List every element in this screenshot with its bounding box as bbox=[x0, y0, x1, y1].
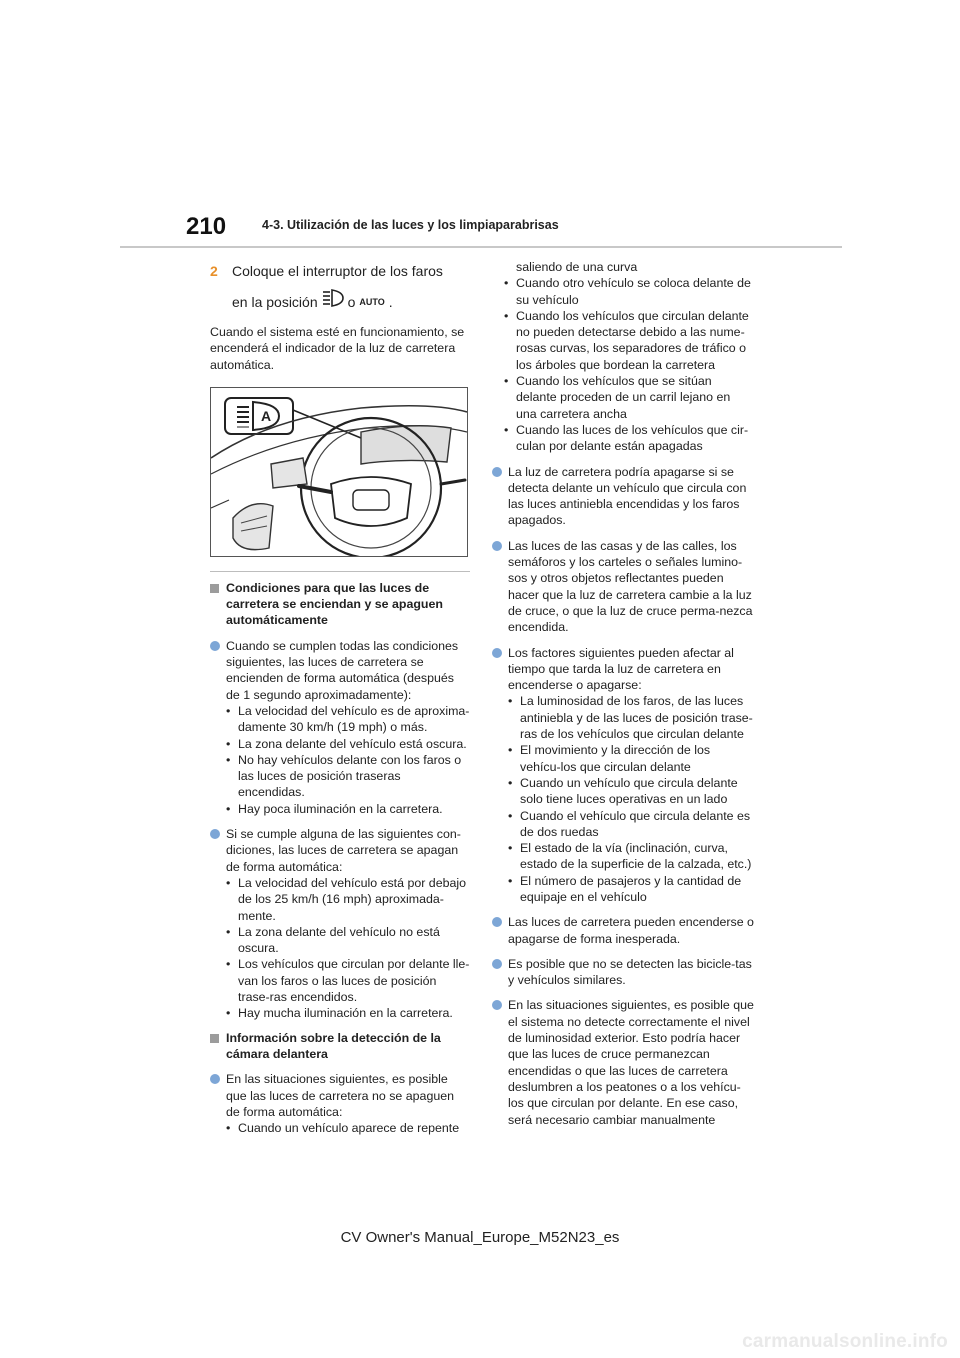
bullet-item: • El movimiento y la dirección de los vehícu-los que circulan delante bbox=[508, 743, 711, 774]
bullet-item: • Cuando un vehículo aparece de repente bbox=[226, 1121, 460, 1136]
bullet-item: • Cuando los vehículos que circulan delante no pueden detectarse debido a las nume-rosas curvas, los separadores de tráfico o los árboles que bordean la carretera bbox=[504, 308, 749, 372]
condition-item: Los factores siguientes pueden afectar al tiempo que tarda la luz de carretera en encenderse o apagarse: • La luminosidad de los faros, de las luces antiniebla y de las luces de posición trase-ras de los vehículos que circulan delante • El movimiento y la dirección de los vehícu-los que circulan delante • Cuando un vehículo que circula delante solo tiene luces operativas en un lado • Cuando el vehículo que circula delante es de dos ruedas • El estado de la vía (inclinación, curva, estado de la superficie de la calzada, etc.) • El número de pasajeros y la cantidad de equipaje en el vehículo bbox=[492, 645, 754, 906]
auto-high-beam-icon bbox=[322, 289, 344, 314]
condition-item: Las luces de las casas y de las calles, los semáforos y los carteles o señales lumino-sos y otros objetos reflectantes pueden hacer que la luz de carretera cambie a la luz de cruce, o que la luz de cruce perma-nezca encendida. bbox=[492, 538, 754, 636]
heading-camera-info: Información sobre la detección de la cámara delantera bbox=[210, 1030, 470, 1063]
left-column bbox=[210, 259, 470, 1136]
footer-text: CV Owner's Manual_Europe_M52N23_es bbox=[340, 1229, 620, 1246]
condition-item: En las situaciones siguientes, es posible que el sistema no detecte correctamente el nivel de luminosidad exterior. Esto podría hacer que las luces de cruce permanezcan encendidas o que las luces de carretera deslumbren a los peatones o a los vehícu-los que circulan por delante. En ese caso, será necesario cambiar manualmente bbox=[492, 997, 754, 1127]
header-rule bbox=[120, 246, 842, 248]
bullet-item: • Hay poca iluminación en la carretera. bbox=[226, 801, 443, 816]
bullet-dot-icon bbox=[492, 959, 502, 969]
dashboard-figure bbox=[210, 387, 468, 557]
bullet-item: • Cuando un vehículo que circula delante solo tiene luces operativas en un lado bbox=[508, 775, 738, 807]
step-line-1: Coloque el interruptor de los faros bbox=[232, 263, 443, 279]
bullet-dot-icon bbox=[492, 1000, 502, 1010]
condition-item: La luz de carretera podría apagarse si se detecta delante un vehículo que circula con las luces antiniebla encendidas y los faros apagados. bbox=[492, 464, 754, 529]
bullet-item: • Cuando las luces de los vehículos que cir-culan por delante están apagadas bbox=[504, 422, 749, 454]
condition-item: Es posible que no se detecten las bicicle-tas y vehículos similares. bbox=[492, 956, 754, 989]
bullet-dot-icon bbox=[492, 917, 502, 927]
bullet-item: • El estado de la vía (inclinación, curva, estado de la superficie de la calzada, etc.) bbox=[508, 841, 752, 872]
bullet-item: • Cuando otro vehículo se coloca delante de su vehículo bbox=[504, 276, 751, 307]
bullet-item: • Los vehículos que circulan por delante lle-van los faros o las luces de posición trase-ras encendidos. bbox=[226, 957, 470, 1005]
intro-paragraph: Cuando el sistema esté en funcionamiento, se encenderá el indicador de la luz de carretera automática. bbox=[210, 325, 465, 372]
bullet-item: • Hay mucha iluminación en la carretera. bbox=[226, 1006, 453, 1021]
bullet-item: • Cuando el vehículo que circula delante es de dos ruedas bbox=[508, 808, 751, 839]
step-number: 2 bbox=[210, 263, 218, 279]
bullet-dot-icon bbox=[210, 641, 220, 651]
bullet-item: • Cuando los vehículos que se sitúan delante proceden de un carril lejano en una carretera ancha bbox=[504, 374, 731, 421]
condition-item: Las luces de carretera pueden encenderse o apagarse de forma inesperada. bbox=[492, 914, 754, 947]
condition-item: Cuando se cumplen todas las condiciones siguientes, las luces de carretera se encienden de forma automática (después de 1 segundo aproximadamente): • La velocidad del vehículo es de aproxima-damente 30 km/h (19 mph) o más. • La zona delante del vehículo está oscura. • No hay vehículos delante con los faros o las luces de posición traseras encendidas. • Hay poca iluminación en la carretera. bbox=[210, 638, 470, 817]
step-line-2: en la posición bbox=[232, 293, 318, 310]
bullet-item: • La velocidad del vehículo es de aproxima-damente 30 km/h (19 mph) o más. bbox=[226, 703, 470, 735]
right-column bbox=[492, 259, 754, 1128]
step-period: . bbox=[388, 293, 393, 310]
section-title: 4-3. Utilización de las luces y los limpiaparabrisas bbox=[262, 218, 559, 232]
dashboard-illustration bbox=[211, 388, 467, 556]
step-2 bbox=[210, 259, 470, 314]
auto-icon: AUTO bbox=[359, 296, 385, 307]
bullet-dot-icon bbox=[210, 1074, 220, 1084]
condition-item: Si se cumple alguna de las siguientes con-diciones, las luces de carretera se apagan de forma automática: • La velocidad del vehículo está por debajo de los 25 km/h (16 mph) aproximada-mente. • La zona delante del vehículo no está oscura. • Los vehículos que circulan por delante lle-van los faros o las luces de posición trase-ras encendidos. • Hay mucha iluminación en la carretera. bbox=[210, 826, 470, 1022]
bullet-item: • El número de pasajeros y la cantidad de equipaje en el vehículo bbox=[508, 873, 742, 904]
heading-conditions: Condiciones para que las luces de carretera se enciendan y se apaguen automáticamente bbox=[210, 580, 470, 629]
bullet-item: saliendo de una curva bbox=[516, 260, 638, 274]
figure-rule bbox=[210, 571, 470, 572]
page-number: 210 bbox=[186, 213, 227, 240]
condition-item: En las situaciones siguientes, es posible que las luces de carretera no se apaguen de forma automática: • Cuando un vehículo aparece de repente bbox=[210, 1071, 470, 1136]
bullet-dot-icon bbox=[492, 541, 502, 551]
bullet-item: • No hay vehículos delante con los faros o las luces de posición traseras encendidas. bbox=[226, 752, 462, 800]
bullet-item: • La velocidad del vehículo está por debajo de los 25 km/h (16 mph) aproximada-mente. bbox=[226, 875, 467, 923]
bullet-item: • La zona delante del vehículo está oscura. bbox=[226, 736, 467, 751]
watermark: carmanualsonline.info bbox=[742, 1331, 948, 1352]
bullet-dot-icon bbox=[492, 467, 502, 477]
indicator-label: A bbox=[261, 407, 272, 424]
bullet-item: • La zona delante del vehículo no está oscura. bbox=[226, 924, 440, 956]
bullet-item: • La luminosidad de los faros, de las luces antiniebla y de las luces de posición trase-ras de los vehículos que circulan delante bbox=[508, 694, 753, 742]
step-or: o bbox=[347, 293, 356, 310]
heading-square-icon bbox=[210, 584, 219, 593]
bullet-dot-icon bbox=[492, 648, 502, 658]
heading-square-icon bbox=[210, 1034, 219, 1043]
bullet-dot-icon bbox=[210, 829, 220, 839]
